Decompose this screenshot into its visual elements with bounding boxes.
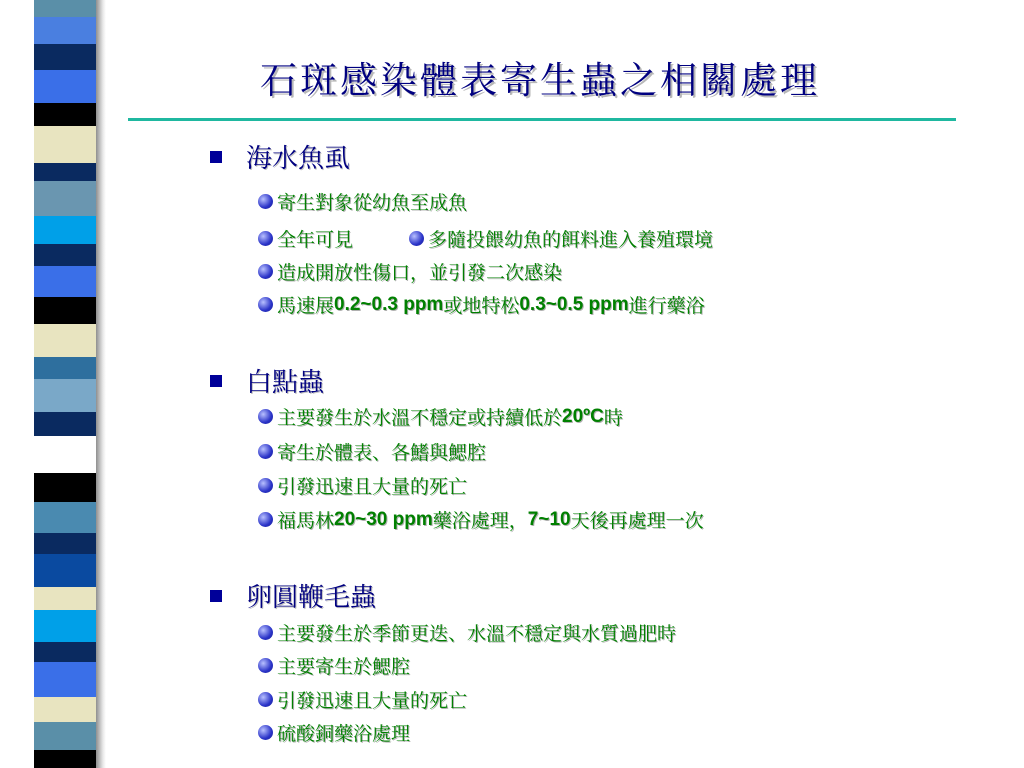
- list-item: [258, 472, 467, 499]
- item-text: 引發迅速且大量的死亡: [277, 690, 468, 712]
- item-dose: 20~30 ppm: [334, 508, 433, 530]
- square-bullet-icon: [210, 151, 222, 163]
- round-bullet-icon: [258, 725, 273, 740]
- item-text: 引發迅速且大量的死亡: [277, 476, 468, 498]
- item-dose: 0.3~0.5 ppm: [519, 293, 629, 315]
- section-heading-text: 卵圓鞭毛蟲: [246, 583, 377, 613]
- list-item: [258, 291, 705, 318]
- item-text: 藥浴處理，: [432, 510, 528, 532]
- square-bullet-icon: [210, 375, 222, 387]
- list-item: [258, 619, 676, 646]
- item-text: 全年可見: [277, 229, 354, 251]
- item-text: 造成開放性傷口，並引發二次感染: [277, 262, 563, 284]
- slide-title: 石斑感染體表寄生蟲之相關處理: [260, 59, 820, 102]
- round-bullet-icon: [409, 231, 424, 246]
- section-heading-text: 海水魚虱: [246, 144, 351, 174]
- section-heading-sea-lice: [210, 138, 350, 175]
- section-heading-white-spot: [210, 362, 324, 399]
- list-item: [258, 506, 704, 533]
- round-bullet-icon: [258, 478, 273, 493]
- item-text: 寄生於體表、各鰭與鰓腔: [277, 442, 487, 464]
- round-bullet-icon: [258, 692, 273, 707]
- item-text: 馬速展: [277, 295, 335, 317]
- round-bullet-icon: [258, 194, 273, 209]
- list-item: [258, 438, 486, 465]
- section-heading-text: 白點蟲: [246, 368, 325, 398]
- item-text: 寄生對象從幼魚至成魚: [277, 192, 468, 214]
- round-bullet-icon: [258, 444, 273, 459]
- item-text: 福馬林: [277, 510, 335, 532]
- round-bullet-icon: [258, 512, 273, 527]
- item-dose: 0.2~0.3 ppm: [334, 293, 444, 315]
- list-item: [258, 188, 467, 215]
- round-bullet-icon: [258, 625, 273, 640]
- list-item: [258, 686, 467, 713]
- item-text: 主要寄生於鰓腔: [277, 656, 411, 678]
- round-bullet-icon: [258, 409, 273, 424]
- item-text: 主要發生於水溫不穩定或持續低於: [277, 407, 563, 429]
- item-days: 7~10: [527, 508, 571, 530]
- round-bullet-icon: [258, 297, 273, 312]
- round-bullet-icon: [258, 658, 273, 673]
- list-item: [258, 652, 410, 679]
- item-text: 天後再處理一次: [570, 510, 704, 532]
- item-text: 硫酸銅藥浴處理: [277, 723, 411, 745]
- round-bullet-icon: [258, 264, 273, 279]
- list-item: [258, 258, 562, 285]
- title-underline: [128, 118, 956, 121]
- list-item: [258, 403, 623, 430]
- round-bullet-icon: [258, 231, 273, 246]
- square-bullet-icon: [210, 590, 222, 602]
- item-text: 主要發生於季節更迭、水溫不穩定與水質過肥時: [277, 623, 677, 645]
- stripe-shadow: [96, 0, 106, 768]
- item-text: 時: [603, 407, 623, 429]
- list-item: [258, 225, 713, 252]
- list-item: [258, 719, 410, 746]
- item-text: 或地特松: [443, 295, 520, 317]
- item-text: 進行藥浴: [628, 295, 705, 317]
- item-text-secondary: 多隨投餵幼魚的餌料進入養殖環境: [428, 229, 714, 251]
- section-heading-flagellate: [210, 577, 376, 614]
- item-temperature: 20ºC: [562, 405, 604, 427]
- decorative-stripe-bar: [34, 0, 96, 768]
